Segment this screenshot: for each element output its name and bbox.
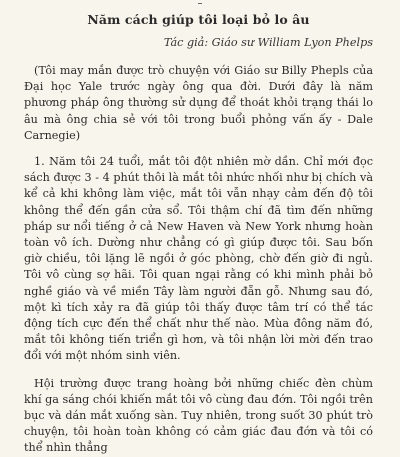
document-title: Năm cách giúp tôi loại bỏ lo âu [87,12,310,27]
document-author: Tác giả: Giáo sư William Lyon Phelps [163,36,373,49]
body-paragraph-2: Hội trường được trang hoàng bởi những chiếc đèn chùm khí ga sáng chói khiến mắt tôi vô cùng đau đớn. Tôi ngồi trên bục và dán mắt xuống sàn. Tuy nhiên, trong suốt 30 phút trò chuyện, tôi hoàn toàn không có cảm giác đau đớn và tôi có thể nhìn thẳng [24,376,373,455]
body-paragraph-1: 1. Năm tôi 24 tuổi, mắt tôi đột nhiên mờ dần. Chỉ mới đọc sách được 3 - 4 phút thôi là mắt tôi nhức nhối như bị chích và kể cả khi không làm việc, mắt tôi vẫn nhạy cảm đến độ tôi không thể đến gần cửa sổ. Tôi thậm chí đã tìm đến những pháp sư nổi tiếng ở cả New Haven và New York nhưng hoàn toàn vô ích. Dường như chẳng có gì giúp được tôi. Sau bốn giờ chiều, tôi lặng lẽ ngồi ở góc phòng, chờ đến giờ đi ngủ. Tôi vô cùng sợ hãi. Tôi quan ngại rằng có khi mình phải bỏ nghề giáo và về miền Tây làm người đẵn gỗ. Nhưng sau đó, một kì tích xảy ra đã giúp tôi thấy được tâm trí có thể tác động tích cực đến thể chất như thế nào. Mùa đông năm đó, mắt tôi không tiến triển gì hơn, và tôi nhận lời mời đến trao đổi với một nhóm sinh viên. [24,155,373,363]
page-top-mark [198,0,202,4]
intro-paragraph: (Tôi may mắn được trò chuyện với Giáo sư Billy Phepls của Đại học Yale trước ngày ông qua đời. Dưới đây là năm phương pháp ông thường sử dụng để thoát khỏi trạng thái lo âu mà ông chia sẻ với tôi trong buổi phỏng vấn ấy - Dale Carnegie) [24,64,373,142]
